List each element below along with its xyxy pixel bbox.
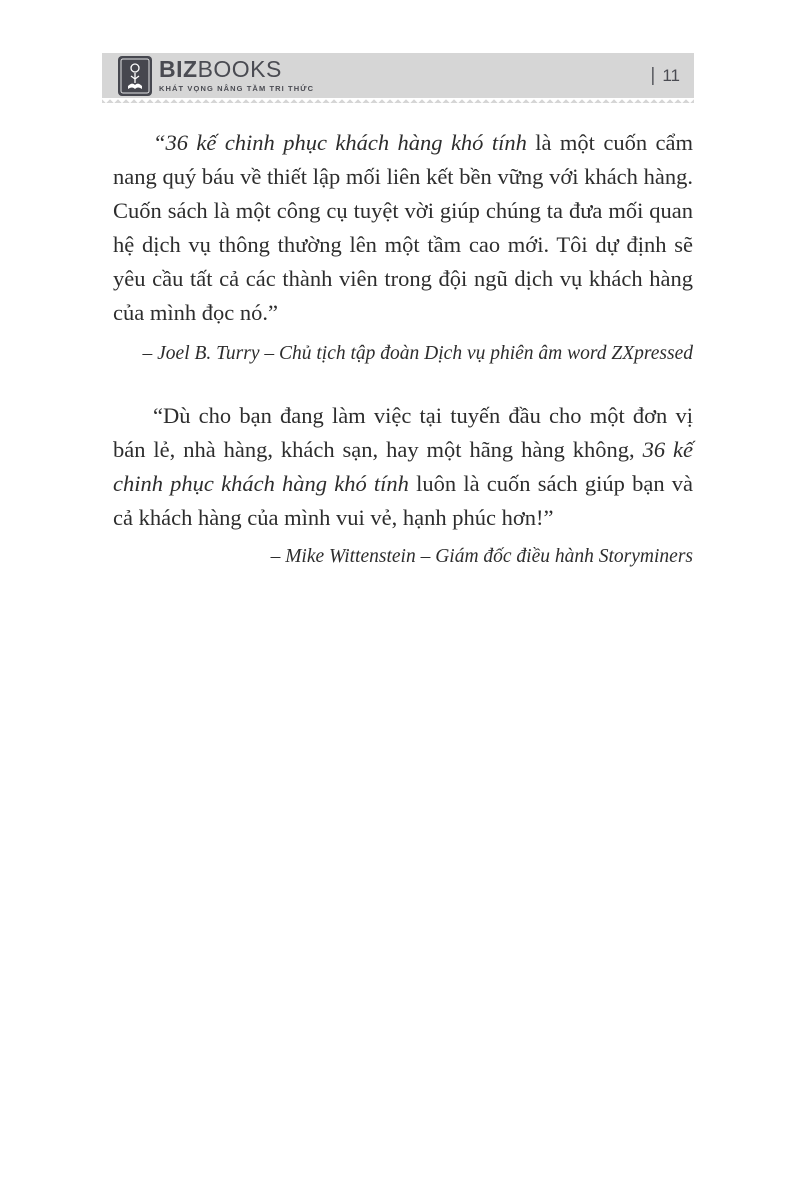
quote-2-attribution: – Mike Wittenstein – Giám đốc điều hành Storyminers [270,546,693,567]
book-title-italic-2: 36 kế chinh phục khách hàng khó tính [113,437,693,496]
page-content [113,126,693,569]
page-number [650,65,694,87]
brand-books: BOOKS [197,56,282,83]
page-number-value: 11 [662,65,680,85]
brand-tagline: KHÁT VỌNG NÂNG TẦM TRI THỨC [159,84,315,94]
bizbooks-logo [102,56,314,96]
quote-1-body: là một cuốn cẩm nang quý báu về thiết lập mối liên kết bền vững với khách hàng. Cuốn sách là một công cụ tuyệt vời giúp chúng ta đưa mối quan hệ dịch vụ thông thường lên một tầm cao mới. Tôi dự định sẽ yêu cầu tất cả các thành viên trong đội ngũ dịch vụ khách hàng của mình đọc nó.” [113,130,693,325]
logo-text-block [159,58,314,93]
testimonial-quote-1 [113,126,693,330]
testimonial-quote-2 [113,399,693,535]
quote-2-lead: “Dù cho bạn đang làm việc tại tuyến đầu cho một đơn vị bán lẻ, nhà hàng, khách sạn, hay một hãng hàng không, [113,403,693,462]
book-title-italic-1: “36 kế chinh phục khách hàng khó tính [153,130,527,155]
quote-2-body: luôn là cuốn sách giúp bạn và cả khách hàng của mình vui vẻ, hạnh phúc hơn!” [113,471,694,530]
bizbooks-book-emblem-icon [118,56,152,96]
brand-biz: BIZ [159,56,198,83]
page-number-separator: | [650,64,656,86]
quote-1-attribution: – Joel B. Turry – Chủ tịch tập đoàn Dịch vụ phiên âm word ZXpressed [142,343,693,364]
page-header-band [102,53,694,98]
brand-name [159,58,314,81]
